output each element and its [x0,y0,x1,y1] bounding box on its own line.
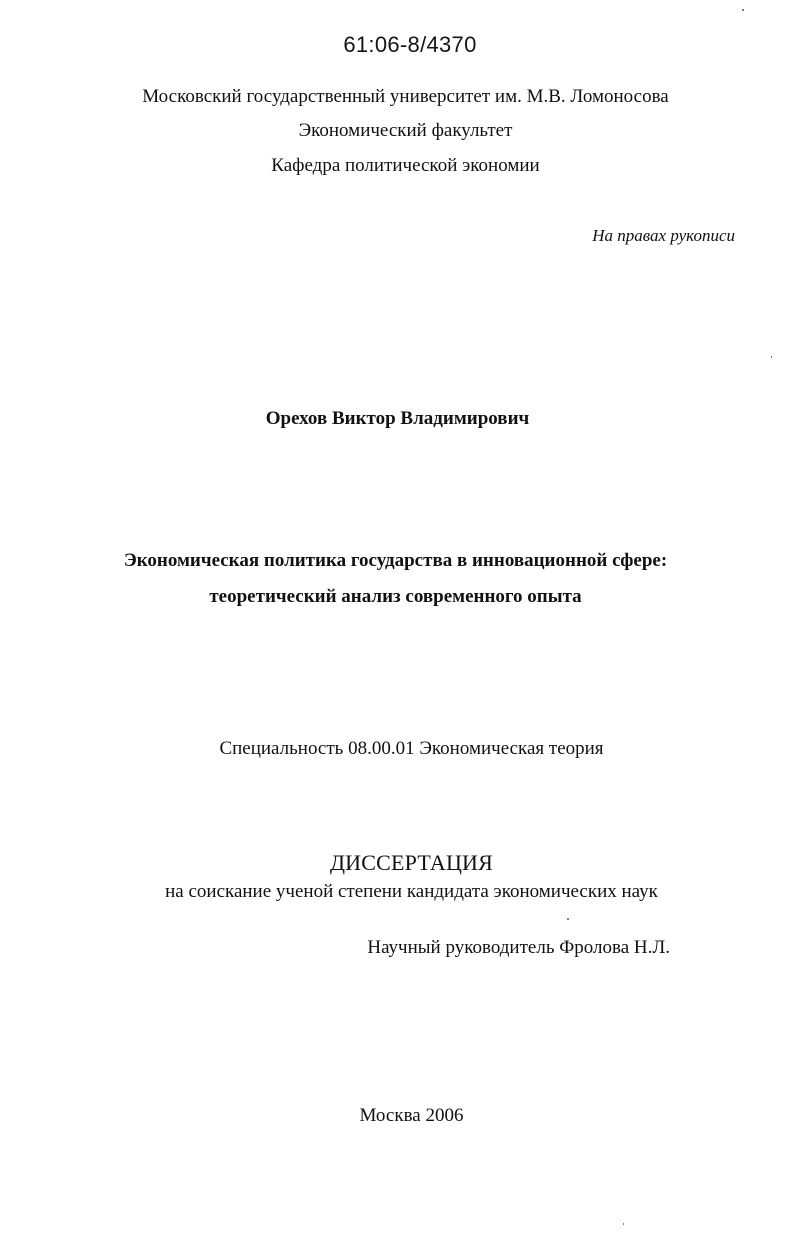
archive-stamp-code: 61:06-8/4370 [343,32,477,57]
author-name: Орехов Виктор Владимирович [265,408,530,429]
department-name: Кафедра политической экономии [271,155,540,176]
document-type: ДИССЕРТАЦИЯ [329,850,494,875]
scan-speck [771,356,772,358]
scan-speck [742,9,744,11]
scan-speck [567,918,569,920]
degree-description: на соискание ученой степени кандидата экономических наук [165,881,658,902]
place-and-year: Москва 2006 [359,1105,464,1126]
dissertation-title-line-1: Экономическая политика государства в инновационной сфере: [123,550,668,571]
scan-speck [623,1223,624,1225]
dissertation-title-line-2: теоретический анализ современного опыта [209,586,582,607]
university-name: Московский государственный университет им. М.В. Ломоносова [142,86,669,107]
speciality: Специальность 08.00.01 Экономическая теория [219,738,604,759]
scientific-supervisor: Научный руководитель Фролова Н.Л. [367,937,670,958]
manuscript-rights-note: На правах рукописи [592,226,735,245]
faculty-name: Экономический факультет [298,120,513,141]
